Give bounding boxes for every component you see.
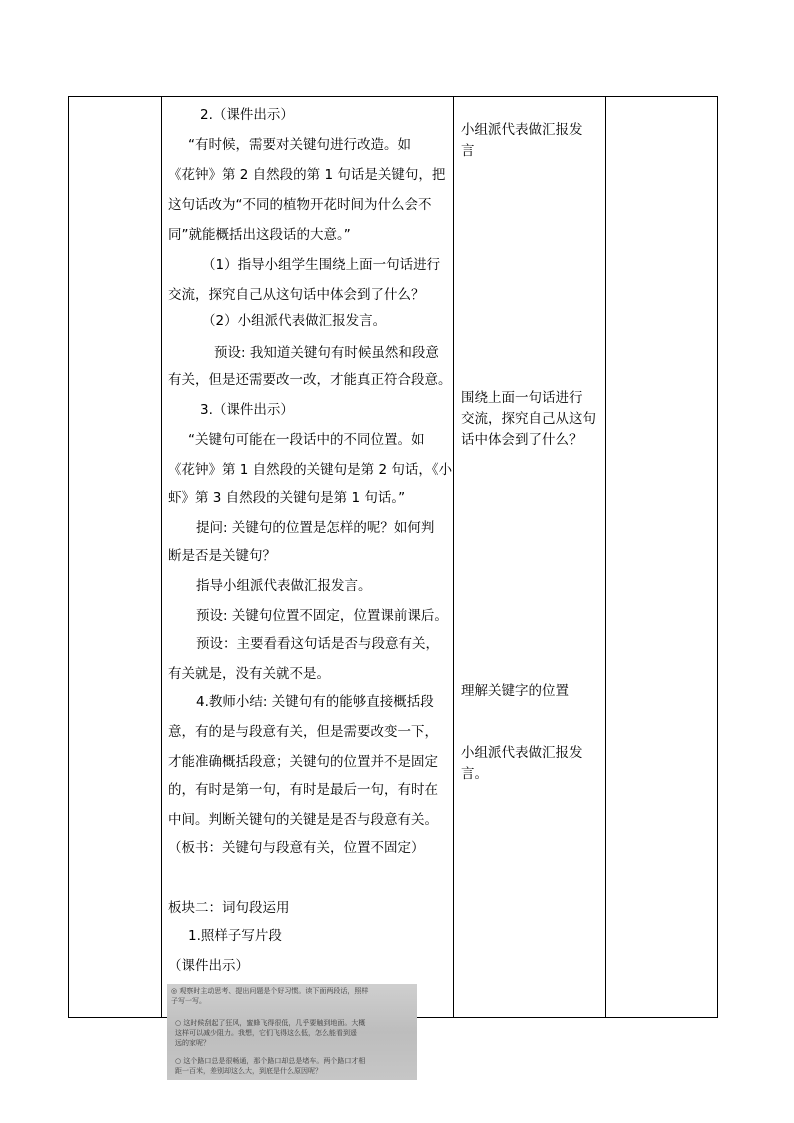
main-line: 预设: 关键句位置不固定，位置课前课后。: [196, 608, 448, 624]
main-line: （课件出示）: [168, 958, 249, 974]
activity-line: 理解关键字的位置: [461, 683, 569, 699]
main-line: 意，有的是与段意有关，但是需要改变一下，: [168, 724, 438, 740]
photo-text-line: 这样可以减少阻力。我想，它们飞得这么低，怎么能看到遥: [175, 1029, 357, 1037]
main-line: 有关，但是还需要改一改，才能真正符合段意。: [168, 372, 452, 388]
main-line: 预设：主要看看这句话是否与段意有关，: [196, 636, 439, 652]
main-line: “关键句可能在一段话中的不同位置。如: [188, 432, 425, 448]
main-line: 同”就能概括出这段话的大意。”: [168, 227, 351, 243]
main-line: 《花钟》第 2 自然段的第 1 句话是关键句，把: [168, 167, 446, 183]
main-line: 虾》第 3 自然段的关键句是第 1 句话。”: [168, 490, 406, 506]
section-heading: 板块二：词句段运用: [168, 900, 290, 916]
main-line: 提问: 关键句的位置是怎样的呢？如何判: [196, 520, 435, 536]
textbook-photo: [167, 984, 417, 1080]
photo-text-line: ○ 这时候刮起了狂风，蜜蜂飞得很低，几乎要触到地面。大概: [175, 1019, 366, 1027]
column-divider-1: [161, 97, 162, 1017]
column-divider-3: [605, 97, 606, 1017]
activity-line: 言。: [461, 766, 488, 782]
main-line: （2）小组派代表做汇报发言。: [202, 313, 387, 329]
column-divider-2: [453, 97, 454, 1017]
activity-line: 话中体会到了什么？: [461, 432, 583, 448]
main-line: 这句话改为“不同的植物开花时间为什么会不: [168, 197, 432, 213]
lesson-table: [68, 96, 718, 1018]
main-line: 指导小组派代表做汇报发言。: [196, 578, 372, 594]
activity-line: 言: [461, 143, 475, 159]
activity-line: 小组派代表做汇报发: [461, 122, 583, 138]
main-line: 4.教师小结: 关键句有的能够直接概括段: [196, 694, 434, 710]
main-line: （1）指导小组学生围绕上面一句话进行: [202, 257, 441, 273]
photo-text-line: 子写一写。: [171, 997, 206, 1005]
main-line: “有时候，需要对关键句进行改造。如: [188, 137, 411, 153]
main-line: 《花钟》第 1 自然段的关键句是第 2 句话，《小: [168, 462, 453, 478]
activity-line: 交流，探究自己从这句: [461, 411, 596, 427]
photo-text-line: 距一百米，差别却这么大，到底是什么原因呢？: [175, 1067, 322, 1075]
main-line: 1.照样子写片段: [188, 928, 282, 944]
main-line: （板书：关键句与段意有关，位置不固定）: [168, 840, 425, 856]
photo-text-line: 远的家呢？: [175, 1039, 210, 1047]
main-line: 2.（课件出示）: [200, 107, 294, 123]
photo-text-line: ◎ 观察时主动思考、提出问题是个好习惯。读下面两段话，照样: [171, 987, 369, 995]
main-line: 断是否是关键句？: [168, 548, 276, 564]
main-line: 中间。判断关键句的关键是是否与段意有关。: [168, 812, 438, 828]
main-line: 3.（课件出示）: [200, 402, 294, 418]
activity-line: 围绕上面一句话进行: [461, 390, 583, 406]
main-line: 交流，探究自己从这句话中体会到了什么？: [168, 287, 425, 303]
main-line: 的，有时是第一句，有时是最后一句，有时在: [168, 782, 438, 798]
main-line: 才能准确概括段意；关键句的位置并不是固定: [168, 754, 438, 770]
activity-line: 小组派代表做汇报发: [461, 745, 583, 761]
main-line: 有关就是，没有关就不是。: [168, 666, 330, 682]
photo-text-line: ○ 这个路口总是很畅通，那个路口却总是堵车。两个路口才相: [175, 1057, 366, 1065]
main-line: 预设: 我知道关键句有时候虽然和段意: [214, 345, 439, 361]
